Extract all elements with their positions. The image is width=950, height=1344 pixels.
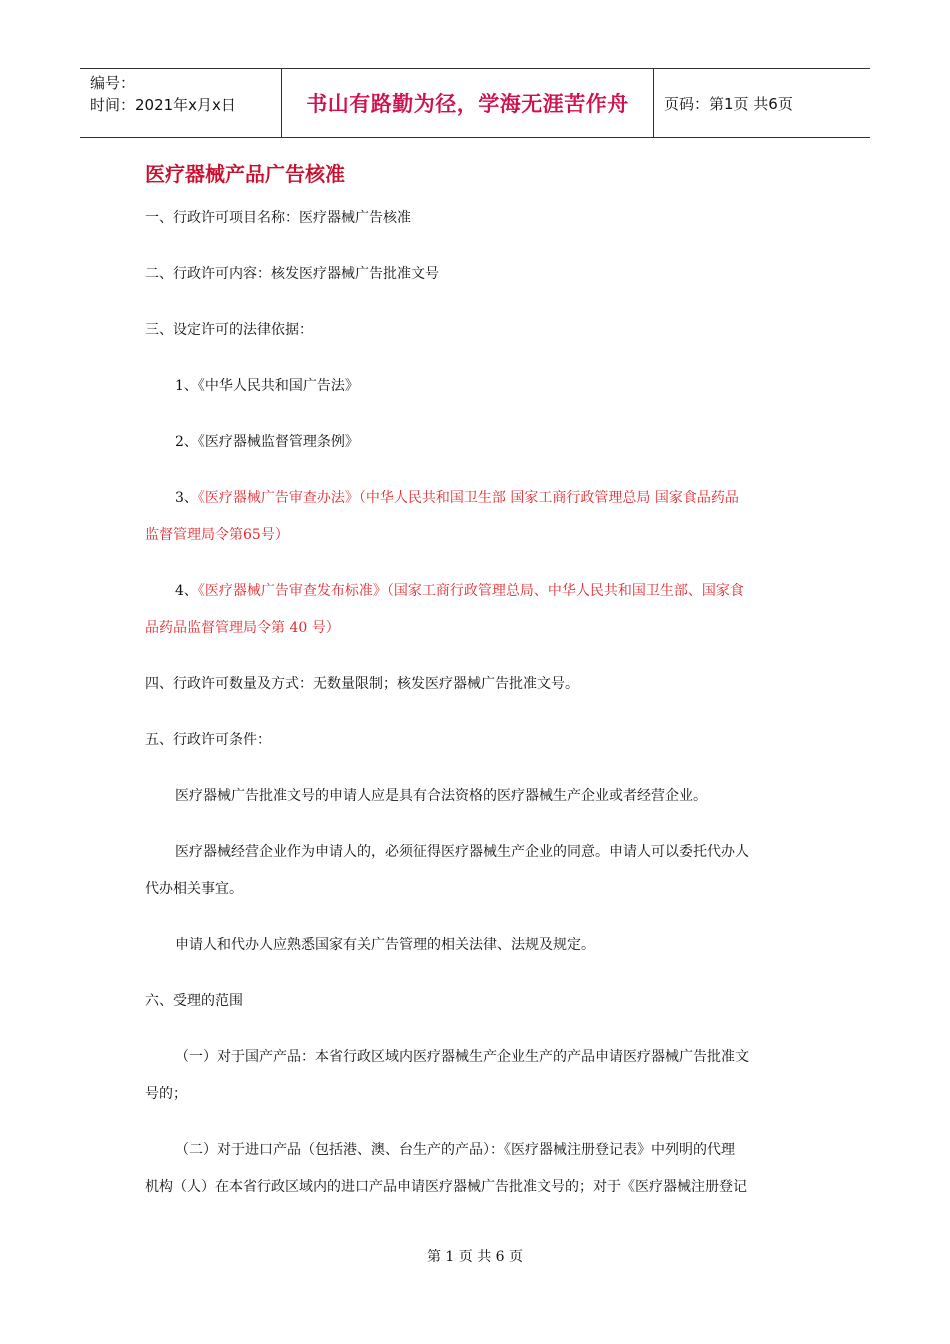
section-2: 二、行政许可内容：核发医疗器械广告批准文号 <box>145 266 439 282</box>
scope-paragraph-2: （二）对于进口产品（包括港、澳、台生产的产品）：《医疗器械注册登记表》中列明的代理 <box>175 1142 735 1158</box>
scope-paragraph-1: （一）对于国产产品：本省行政区域内医疗器械生产企业生产的产品申请医疗器械广告批准文 <box>175 1049 749 1065</box>
scope-paragraph-2-continued: 机构（人）在本省行政区域内的进口产品申请医疗器械广告批准文号的；对于《医疗器械注册登记 <box>145 1179 747 1195</box>
law-item-4 <box>175 581 744 601</box>
section-1: 一、行政许可项目名称：医疗器械广告核准 <box>145 210 411 226</box>
section-4: 四、行政许可数量及方式：无数量限制；核发医疗器械广告批准文号。 <box>145 676 579 692</box>
condition-paragraph-3: 申请人和代办人应熟悉国家有关广告管理的相关法律、法规及规定。 <box>175 937 595 953</box>
section-5: 五、行政许可条件： <box>145 732 271 748</box>
section-3: 三、设定许可的法律依据： <box>145 322 313 338</box>
law-item-4-text: 《医疗器械广告审查发布标准》（国家工商行政管理总局、中华人民共和国卫生部、国家食 <box>197 583 744 599</box>
scope-paragraph-1-continued: 号的； <box>145 1086 187 1102</box>
header-motto-cell <box>282 69 654 137</box>
law-item-1: 1、《中华人民共和国广告法》 <box>175 378 359 394</box>
document-time: 时间：2021年x月x日 <box>90 96 236 114</box>
header-motto: 书山有路勤为径，学海无涯苦作舟 <box>306 92 629 116</box>
condition-paragraph-2: 医疗器械经营企业作为申请人的，必须征得医疗器械生产企业的同意。申请人可以委托代办人 <box>175 844 749 860</box>
section-6: 六、受理的范围 <box>145 993 243 1009</box>
condition-paragraph-1: 医疗器械广告批准文号的申请人应是具有合法资格的医疗器械生产企业或者经营企业。 <box>175 788 707 804</box>
law-item-4-number: 4、 <box>175 583 198 599</box>
law-item-3-continued: 监督管理局令第65号） <box>145 527 289 543</box>
law-item-3-text: 《医疗器械广告审查办法》（中华人民共和国卫生部 国家工商行政管理总局 国家食品药品 <box>197 490 739 506</box>
page-footer: 第 1 页 共 6 页 <box>426 1249 524 1265</box>
law-item-2: 2、《医疗器械监督管理条例》 <box>175 434 359 450</box>
condition-paragraph-2-continued: 代办相关事宜。 <box>145 881 243 897</box>
header-page-number: 页码：第1页 共6页 <box>664 94 793 113</box>
document-number: 编号： <box>90 74 136 92</box>
header-meta <box>80 69 282 137</box>
document-title: 医疗器械产品广告核准 <box>145 162 345 186</box>
page-header <box>80 68 870 138</box>
law-item-4-continued: 品药品监督管理局令第 40 号） <box>145 620 340 636</box>
law-item-3 <box>175 488 739 508</box>
law-item-3-number: 3、 <box>175 490 198 506</box>
